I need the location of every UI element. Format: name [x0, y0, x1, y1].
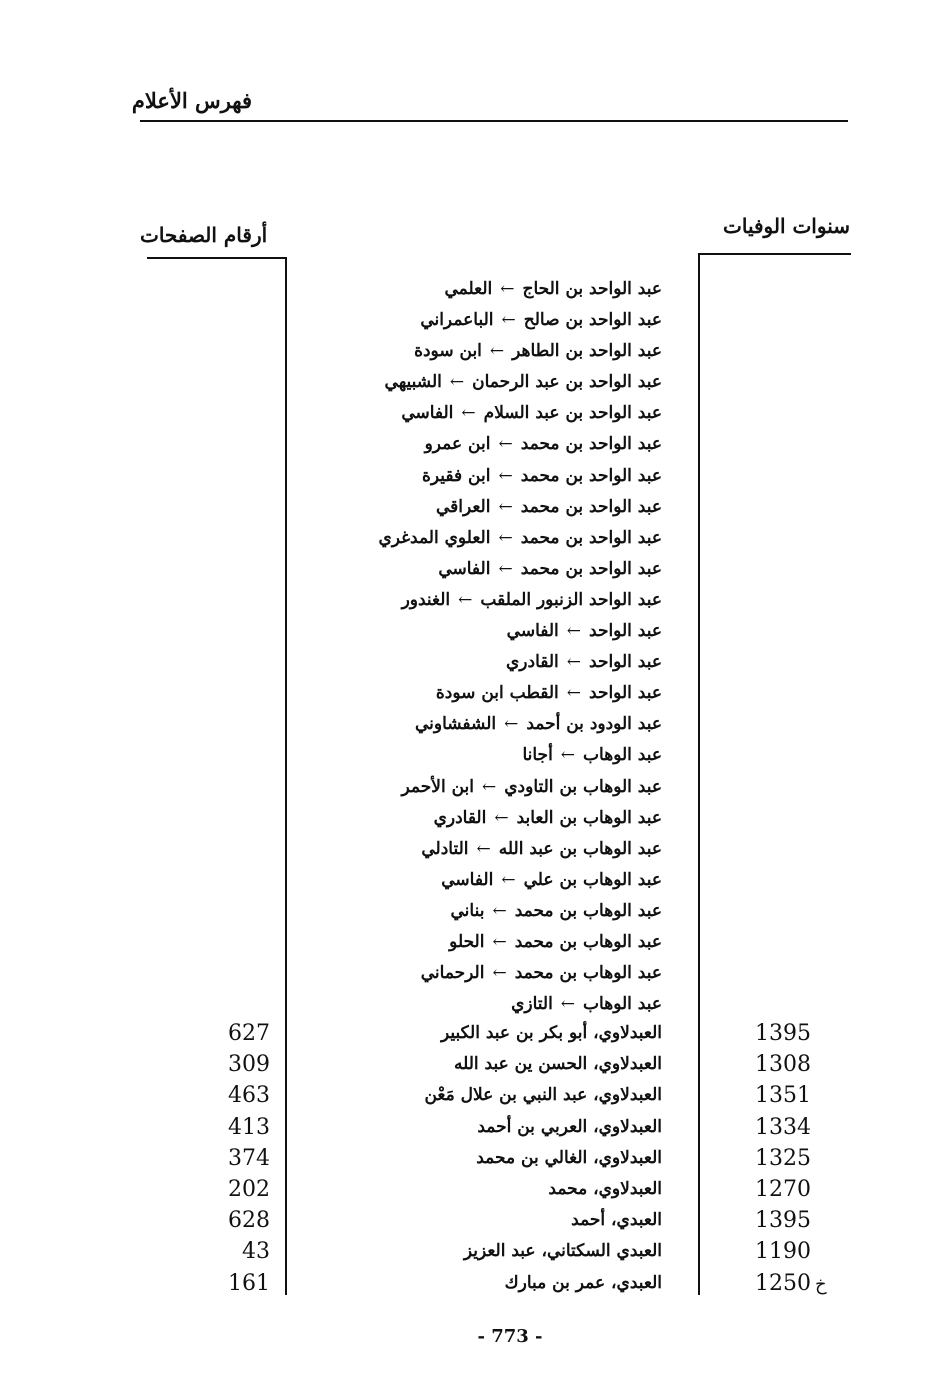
- cross-ref-name: عبد الواحد بن محمد: [520, 558, 662, 579]
- arrow-icon: ←: [560, 994, 576, 1015]
- cross-ref-name: عبد الواحد بن عبد السلام: [483, 403, 662, 424]
- page-ref: 463: [228, 1083, 270, 1109]
- entry-name: العبدلاوي، أبو بكر بن عبد الكبير: [441, 1023, 662, 1043]
- arrow-icon: ←: [492, 900, 507, 921]
- year-value: 1250: [755, 1270, 811, 1296]
- cross-ref-target: ابن فقيرة: [421, 465, 491, 486]
- death-year: [755, 1268, 845, 1300]
- page-ref: 202: [228, 1176, 270, 1202]
- cross-ref-row: [300, 803, 662, 834]
- entry-name: العبدي، أحمد: [571, 1210, 662, 1231]
- cross-ref-name: عبد الواحد بن محمد: [520, 434, 662, 455]
- page-ref: 309: [228, 1052, 270, 1078]
- cross-ref-name: عبد الواحد الزنبور الملقب: [480, 589, 662, 610]
- cross-ref-target: ابن الأحمر: [401, 776, 474, 797]
- page-ref: 374: [228, 1145, 270, 1171]
- cross-ref-row: [300, 274, 662, 305]
- arrow-icon: ←: [501, 310, 516, 331]
- cross-ref-target: التادلي: [421, 838, 469, 859]
- arrow-icon: ←: [498, 527, 513, 548]
- cross-ref-name: عبد الواحد بن محمد: [520, 527, 662, 548]
- arrow-icon: ←: [560, 745, 576, 766]
- cross-ref-name: عبد الوهاب بن العابد: [516, 807, 662, 828]
- cross-ref-target: ابن سودة: [414, 341, 482, 362]
- cross-ref-target: الفاسي: [401, 403, 454, 424]
- pages-column-heading: أرقام الصفحات: [140, 223, 268, 247]
- cross-ref-name: عبد الواحد بن الطاهر: [512, 341, 662, 362]
- cross-ref-target: الباعمراني: [420, 310, 494, 331]
- year-value: 1334: [755, 1114, 811, 1140]
- page-header-title: فهرس الأعلام: [131, 88, 252, 113]
- cross-ref-row: [300, 647, 662, 678]
- arrow-icon: ←: [489, 341, 505, 362]
- arrow-icon: ←: [504, 714, 519, 735]
- death-year: [755, 1018, 845, 1050]
- cross-ref-name: عبد الواحد: [589, 621, 662, 642]
- cross-ref-target: بناني: [450, 900, 485, 921]
- page-ref: 43: [242, 1239, 270, 1265]
- cross-ref-row: [300, 678, 662, 709]
- year-value: 1395: [755, 1021, 811, 1046]
- cross-ref-name: عبد الواحد بن صالح: [523, 310, 662, 331]
- cross-ref-target: العلمي: [444, 279, 493, 299]
- arrow-icon: ←: [498, 465, 513, 486]
- entry-name: العبدلاوي، الحسن ين عبد الله: [453, 1054, 662, 1075]
- cross-ref-name: عبد الودود بن أحمد: [526, 714, 662, 735]
- arrow-icon: ←: [461, 403, 476, 424]
- cross-ref-target: الغندور: [401, 589, 451, 610]
- death-year: [755, 1143, 845, 1175]
- arrow-icon: ←: [492, 963, 507, 984]
- index-entry-row: [0, 1268, 949, 1299]
- cross-ref-row: [300, 492, 662, 523]
- index-entry-row: [0, 1049, 949, 1080]
- cross-ref-row: [300, 429, 662, 460]
- entry-name: العبدي، عمر بن مبارك: [504, 1272, 662, 1293]
- cross-ref-target: الشفشاوني: [414, 714, 497, 735]
- page-ref: 627: [228, 1021, 270, 1046]
- cross-ref-name: عبد الواحد بن محمد: [520, 465, 662, 486]
- arrow-icon: ←: [498, 434, 513, 455]
- arrow-icon: ←: [498, 558, 513, 579]
- cross-ref-target: ابن عمرو: [424, 434, 491, 455]
- year-value: 1190: [755, 1239, 811, 1265]
- cross-ref-row: [300, 927, 662, 958]
- arrow-icon: ←: [476, 838, 491, 859]
- cross-ref-row: [300, 772, 662, 803]
- cross-ref-name: عبد الوهاب بن محمد: [514, 963, 662, 984]
- cross-ref-name: عبد الوهاب بن علي: [523, 869, 662, 890]
- death-year: [755, 1205, 845, 1237]
- cross-ref-row: [300, 523, 662, 554]
- cross-ref-name: عبد الواحد: [589, 652, 662, 673]
- year-prefix: خ: [815, 1273, 827, 1295]
- index-entry-row: [0, 1174, 949, 1205]
- cross-ref-row: [300, 336, 662, 367]
- cross-ref-row: [300, 305, 662, 336]
- years-column-top-rule: [698, 253, 851, 255]
- cross-ref-name: عبد الوهاب بن التاودي: [504, 776, 662, 797]
- arrow-icon: ←: [501, 869, 516, 890]
- cross-ref-name: عبد الوهاب: [583, 994, 662, 1015]
- years-column-heading: سنوات الوفيات: [723, 214, 850, 238]
- arrow-icon: ←: [498, 496, 513, 517]
- cross-ref-row: [300, 958, 662, 989]
- cross-ref-row: [300, 989, 662, 1020]
- arrow-icon: ←: [449, 372, 465, 393]
- year-value: 1325: [755, 1145, 811, 1171]
- cross-ref-name: عبد الوهاب بن محمد: [514, 931, 662, 952]
- index-entry-row: [0, 1236, 949, 1267]
- cross-ref-target: التازي: [511, 994, 553, 1015]
- index-entry-row: [0, 1018, 949, 1049]
- death-year: [755, 1236, 845, 1268]
- arrow-icon: ←: [566, 621, 582, 642]
- cross-ref-row: [300, 461, 662, 492]
- death-year: [755, 1112, 845, 1144]
- cross-ref-row: [300, 740, 662, 771]
- cross-reference-list: [300, 274, 662, 1020]
- header-rule: [140, 120, 848, 122]
- cross-ref-row: [300, 616, 662, 647]
- index-entry-row: [0, 1143, 949, 1174]
- cross-ref-target: القطب ابن سودة: [435, 683, 559, 704]
- death-year: [755, 1080, 845, 1112]
- arrow-icon: ←: [566, 652, 582, 673]
- year-value: 1351: [755, 1083, 811, 1109]
- cross-ref-target: الفاسي: [441, 869, 494, 890]
- arrow-icon: ←: [500, 279, 515, 299]
- entry-name: العبدلاوي، الغالي بن محمد: [476, 1147, 662, 1168]
- cross-ref-name: عبد الوهاب بن عبد الله: [498, 838, 662, 859]
- cross-ref-row: [300, 398, 662, 429]
- pages-column-top-rule: [147, 257, 287, 259]
- cross-ref-name: عبد الواحد بن الحاج: [522, 279, 662, 299]
- cross-ref-name: عبد الوهاب: [583, 745, 662, 766]
- cross-ref-target: القادري: [433, 807, 487, 828]
- year-value: 1308: [755, 1052, 811, 1078]
- year-value: 1270: [755, 1176, 811, 1202]
- arrow-icon: ←: [566, 683, 582, 704]
- cross-ref-target: العلوي المدغري: [378, 527, 491, 548]
- index-entries: [0, 1018, 949, 1299]
- page-ref: 161: [228, 1270, 270, 1296]
- cross-ref-row: [300, 709, 662, 740]
- arrow-icon: ←: [458, 589, 473, 610]
- cross-ref-name: عبد الوهاب بن محمد: [514, 900, 662, 921]
- entry-name: العبدلاوي، محمد: [548, 1178, 662, 1199]
- cross-ref-target: العراقي: [435, 496, 491, 517]
- arrow-icon: ←: [481, 776, 497, 797]
- cross-ref-target: أجانا: [522, 745, 553, 766]
- page-number: - 773 -: [477, 1326, 543, 1347]
- entry-name: العبدي السكتاني، عبد العزيز: [463, 1241, 662, 1262]
- page-ref: 628: [228, 1208, 270, 1234]
- cross-ref-name: عبد الواحد بن عبد الرحمان: [472, 372, 662, 393]
- cross-ref-row: [300, 834, 662, 865]
- cross-ref-row: [300, 554, 662, 585]
- index-entry-row: [0, 1205, 949, 1236]
- year-value: 1395: [755, 1208, 811, 1234]
- cross-ref-row: [300, 585, 662, 616]
- death-year: [755, 1049, 845, 1081]
- arrow-icon: ←: [494, 807, 509, 828]
- cross-ref-row: [300, 367, 662, 398]
- cross-ref-target: الرحماني: [420, 963, 485, 984]
- cross-ref-target: الفاسي: [438, 558, 491, 579]
- cross-ref-target: الفاسي: [506, 621, 559, 642]
- index-entry-row: [0, 1112, 949, 1143]
- death-year: [755, 1174, 845, 1206]
- index-entry-row: [0, 1080, 949, 1111]
- entry-name: العبدلاوي، العربي بن أحمد: [477, 1116, 662, 1137]
- cross-ref-target: القادري: [506, 652, 559, 673]
- arrow-icon: ←: [492, 931, 507, 952]
- cross-ref-target: الشبيهي: [384, 372, 442, 393]
- page-ref: 413: [228, 1114, 270, 1140]
- cross-ref-target: الحلو: [449, 931, 485, 952]
- cross-ref-name: عبد الواحد: [589, 683, 662, 704]
- cross-ref-row: [300, 896, 662, 927]
- cross-ref-name: عبد الواحد بن محمد: [520, 496, 662, 517]
- cross-ref-row: [300, 865, 662, 896]
- entry-name: العبدلاوي، عبد النبي بن علال مَعْن: [424, 1085, 662, 1106]
